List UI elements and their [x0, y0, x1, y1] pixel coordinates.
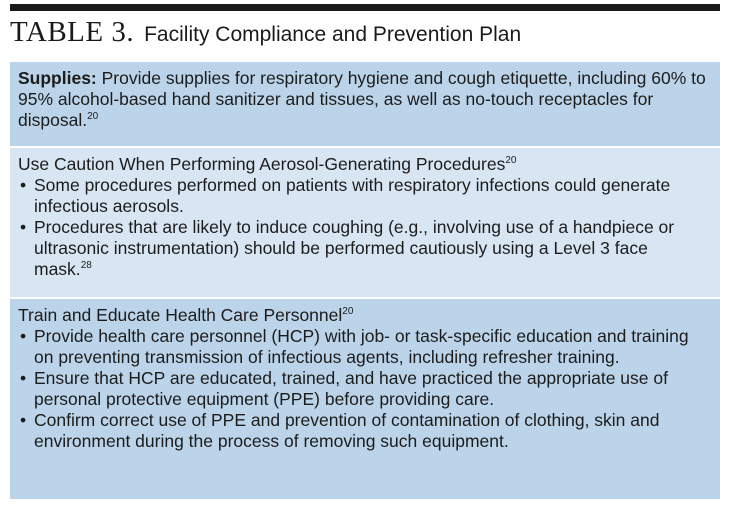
bullet-glyph: • [20, 326, 27, 346]
list-item [18, 326, 710, 368]
bullet-glyph: • [20, 175, 27, 195]
list-item-text: Procedures that are likely to induce coughing (e.g., involving use of a handpiece or ultrasonic instrumentation) should be performed cautiously using a Level 3 face mask. [34, 217, 675, 279]
top-rule [10, 4, 720, 11]
aerosol-bullet-list [18, 175, 710, 280]
bullet-glyph: • [20, 410, 27, 430]
table-title [10, 16, 720, 56]
training-bullet-list [18, 326, 710, 452]
list-item [18, 368, 710, 410]
section-aerosol [10, 148, 720, 299]
table-title-text: Facility Compliance and Prevention Plan [144, 23, 522, 46]
training-heading-text: Train and Educate Health Care Personnel [18, 305, 343, 325]
list-item [18, 410, 710, 452]
list-item [18, 217, 710, 280]
table-number: TABLE 3. [10, 16, 135, 48]
list-item-text: Ensure that HCP are educated, trained, and have practiced the appropriate use of personal protective equipment (PPE) before providing care. [34, 368, 668, 409]
bullet-glyph: • [20, 368, 27, 388]
list-item [18, 175, 710, 217]
list-item-text: Provide health care personnel (HCP) with job- or task-specific education and training on preventing transmission of infectious agents, including refresher training. [34, 326, 689, 367]
bullet-glyph: • [20, 217, 27, 237]
compliance-table [10, 62, 720, 499]
training-heading-ref: 20 [342, 306, 354, 317]
supplies-label: Supplies: [18, 68, 97, 88]
training-heading [18, 305, 710, 326]
supplies-text: Provide supplies for respiratory hygiene and cough etiquette, including 60% to 95% alcohol-based hand sanitizer and tissues, as well as no-touch receptacles for disposal. [18, 68, 706, 130]
section-training [10, 299, 720, 499]
aerosol-heading-text: Use Caution When Performing Aerosol-Generating Procedures [18, 154, 506, 174]
aerosol-heading-ref: 20 [505, 155, 517, 166]
section-supplies [10, 62, 720, 148]
supplies-ref: 20 [87, 111, 99, 122]
list-item-ref: 28 [80, 260, 92, 271]
aerosol-heading [18, 154, 710, 175]
list-item-text: Some procedures performed on patients with respiratory infections could generate infectious aerosols. [34, 175, 671, 216]
list-item-text: Confirm correct use of PPE and prevention of contamination of clothing, skin and environment during the process of removing such equipment. [34, 410, 660, 451]
